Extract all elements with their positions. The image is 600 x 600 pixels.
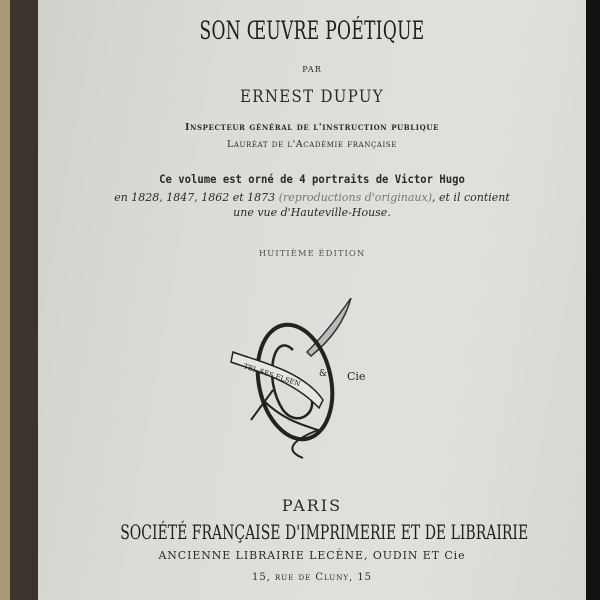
- former-publisher-name: ANCIENNE LIBRAIRIE LECÈNE, OUDIN ET Cie: [158, 548, 466, 562]
- publisher-address: 15, rue de Cluny, 15: [251, 572, 373, 583]
- book-edge: [10, 0, 38, 600]
- author-title-2: Lauréat de l'Académie française: [226, 139, 398, 150]
- publisher-name: SOCIÉTÉ FRANÇAISE D'IMPRIMERIE ET DE LIBRAIRIE: [120, 520, 529, 544]
- city: PARIS: [281, 496, 343, 515]
- edition: HUITIÈME ÉDITION: [258, 249, 366, 259]
- by-label: PAR: [302, 65, 322, 74]
- publisher-mark-logo: [223, 290, 383, 460]
- author-title-1: Inspecteur général de l'instruction publique: [184, 122, 440, 133]
- book-title: SON ŒUVRE POÉTIQUE: [199, 16, 425, 45]
- hauteville-view: une vue d'Hauteville-House.: [233, 206, 391, 219]
- volume-note: Ce volume est orné de 4 portraits de Victor Hugo: [159, 172, 465, 186]
- logo-ampersand: &: [319, 369, 328, 379]
- volume-detail: [38, 191, 586, 204]
- logo-motto: TEL SES ELSEN: [242, 362, 302, 389]
- author-name: ERNEST DUPUY: [240, 87, 384, 107]
- book-spine: [0, 0, 10, 600]
- title-page: [38, 0, 586, 600]
- contains-text: , et il contient: [432, 191, 510, 204]
- logo-cie: Cie: [347, 370, 366, 383]
- portrait-dates: en 1828, 1847, 1862 et 1873: [114, 191, 276, 204]
- background-edge: [586, 0, 600, 600]
- reproductions-note: (reproductions d'originaux): [278, 191, 432, 204]
